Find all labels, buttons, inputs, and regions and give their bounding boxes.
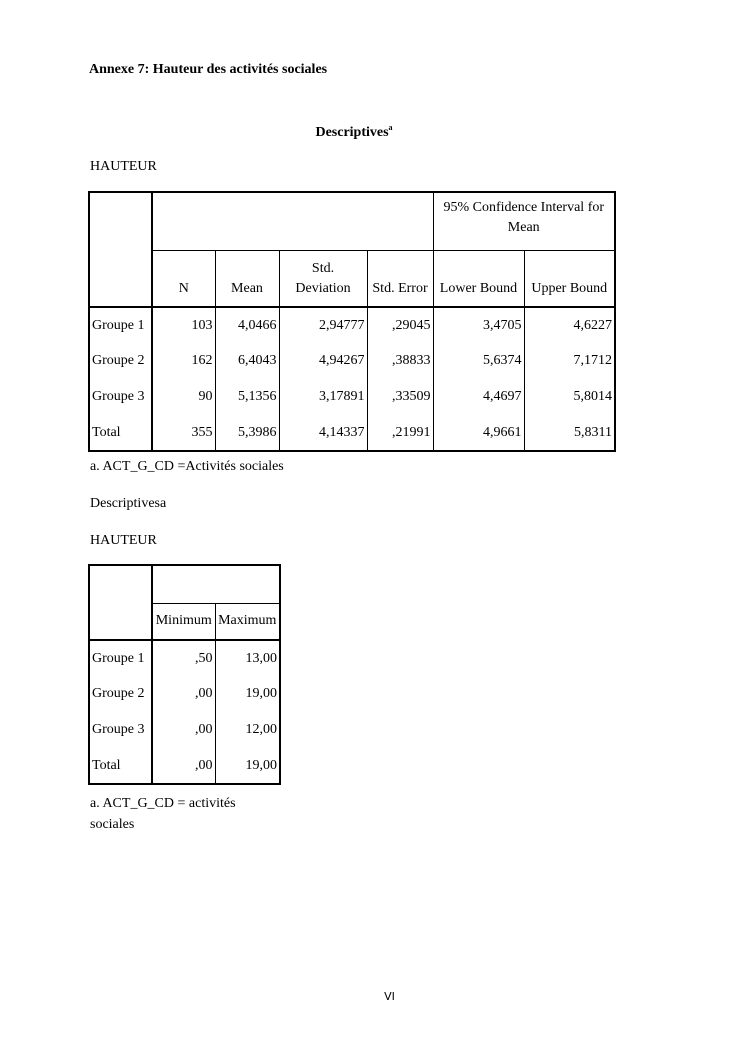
cell-n: 90	[152, 379, 215, 415]
cell-min: ,00	[152, 748, 215, 784]
cell-se: ,21991	[367, 415, 433, 451]
row-label: Groupe 3	[89, 712, 152, 748]
descriptives-table	[88, 191, 616, 452]
cell-se: ,33509	[367, 379, 433, 415]
table-row	[89, 748, 280, 784]
table1-title-text: Descriptives	[315, 125, 389, 140]
table2-footnote-line1: a. ACT_G_CD = activités	[90, 796, 236, 811]
table-row	[89, 343, 615, 379]
table-row	[89, 415, 615, 451]
row-label: Groupe 3	[89, 379, 152, 415]
page-number: VI	[384, 990, 395, 1003]
col-mean: Mean	[215, 250, 279, 307]
table1-corner	[89, 192, 152, 307]
cell-mean: 5,1356	[215, 379, 279, 415]
cell-min: ,00	[152, 676, 215, 712]
cell-lb: 3,4705	[433, 307, 524, 343]
row-label: Groupe 1	[89, 307, 152, 343]
cell-lb: 4,4697	[433, 379, 524, 415]
table-row	[89, 379, 615, 415]
table1-variable: HAUTEUR	[90, 159, 157, 174]
min-max-table	[88, 564, 281, 785]
cell-sd: 4,14337	[279, 415, 367, 451]
cell-sd: 3,17891	[279, 379, 367, 415]
col-std-error: Std. Error	[367, 250, 433, 307]
cell-mean: 4,0466	[215, 307, 279, 343]
table1-title-sup: a	[388, 123, 393, 132]
col-std-line1: Std.	[311, 261, 335, 276]
table1-footnote: a. ACT_G_CD =Activités sociales	[90, 459, 284, 474]
cell-max: 13,00	[245, 650, 277, 666]
col-std-line2: Deviation	[295, 281, 351, 296]
cell-n: 162	[152, 343, 215, 379]
col-minimum: Minimum	[152, 603, 215, 640]
cell-se: ,38833	[367, 343, 433, 379]
row-label: Groupe 2	[89, 343, 152, 379]
annex-title: Annexe 7: Hauteur des activités sociales	[89, 62, 328, 77]
cell-max: 12,00	[245, 722, 277, 737]
col-lower-bound: Lower Bound	[433, 250, 524, 307]
cell-se: ,29045	[367, 307, 433, 343]
cell-ub: 7,1712	[573, 353, 612, 368]
cell-sd: 4,94267	[279, 343, 367, 379]
cell-min: ,50	[152, 640, 215, 676]
table2-footnote	[90, 793, 260, 835]
table2-corner	[89, 565, 152, 640]
col-std-deviation	[279, 250, 367, 307]
col-maximum: Maximum	[215, 603, 280, 640]
row-label: Groupe 1	[89, 640, 152, 676]
table1-blank-header	[152, 192, 433, 250]
cell-max: 19,00	[245, 686, 277, 701]
row-label: Groupe 2	[89, 676, 152, 712]
cell-mean: 5,3986	[215, 415, 279, 451]
table-row	[89, 712, 280, 748]
cell-sd: 2,94777	[279, 307, 367, 343]
table2-variable: HAUTEUR	[90, 533, 157, 548]
ci-header: 95% Confidence Interval for Mean	[433, 192, 615, 250]
cell-ub: 5,8311	[574, 424, 612, 440]
cell-ub: 4,6227	[573, 317, 612, 333]
table1-title	[0, 123, 708, 141]
table-row	[89, 676, 280, 712]
col-upper-bound: Upper Bound	[524, 250, 615, 307]
col-n: N	[152, 250, 215, 307]
table-row	[89, 307, 615, 343]
table2-blank-header	[152, 565, 280, 603]
cell-min: ,00	[152, 712, 215, 748]
cell-n: 355	[152, 415, 215, 451]
cell-n: 103	[152, 307, 215, 343]
table-row	[89, 640, 280, 676]
cell-max: 19,00	[245, 757, 277, 773]
cell-lb: 4,9661	[433, 415, 524, 451]
table2-header-row-1	[89, 565, 280, 603]
table1-header-row-1	[89, 192, 615, 250]
cell-lb: 5,6374	[433, 343, 524, 379]
table1-header-row-2	[89, 250, 615, 307]
table2-footnote-line2: sociales	[90, 817, 135, 832]
row-label: Total	[89, 415, 152, 451]
row-label: Total	[89, 748, 152, 784]
cell-ub: 5,8014	[573, 389, 612, 404]
cell-mean: 6,4043	[215, 343, 279, 379]
table2-title: Descriptivesa	[90, 496, 167, 511]
